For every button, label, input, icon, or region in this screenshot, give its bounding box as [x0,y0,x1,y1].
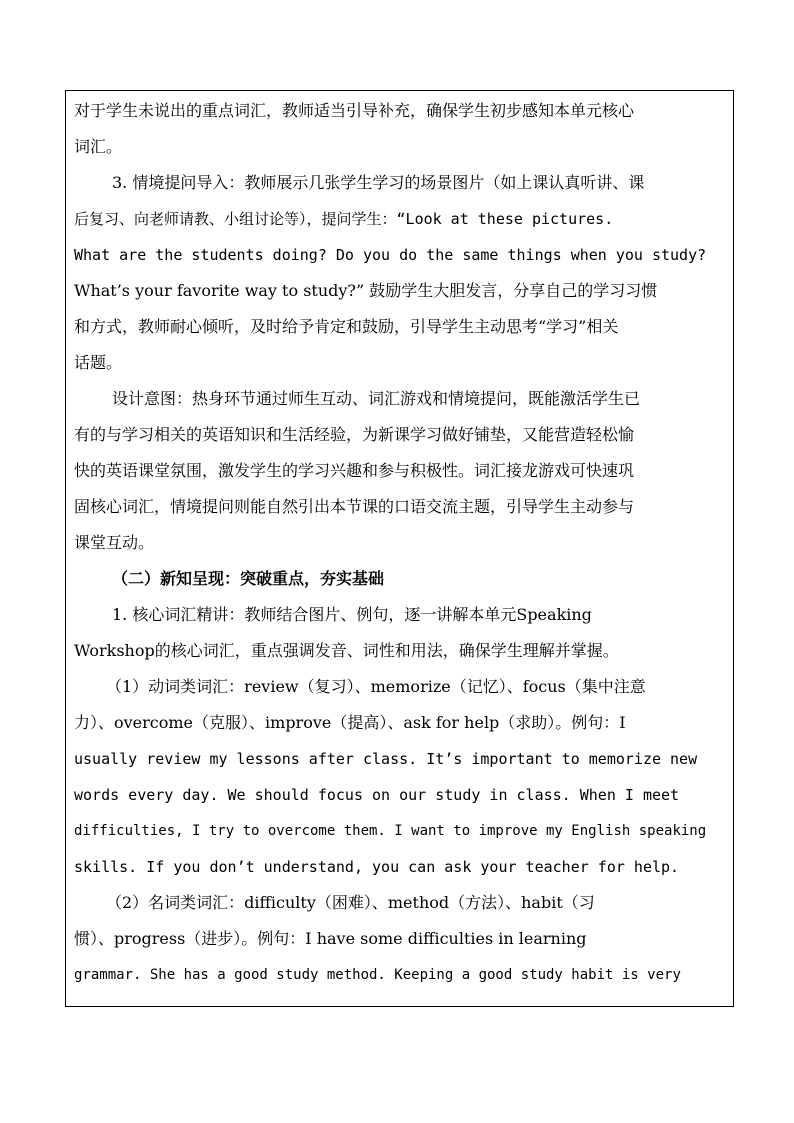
paragraph-line: 3. 情境提问导入：教师展示几张学生学习的场景图片（如上课认真听讲、课 [112,173,645,192]
paragraph-line: 有的与学习相关的英语知识和生活经验，为新课学习做好铺垫，又能营造轻松愉 [74,425,635,444]
paragraph-line: 词汇。 [74,137,123,156]
paragraph-line: 力）、overcome（克服）、improve（提高）、ask for help（求助）。例句：I [74,713,626,732]
paragraph-line: 和方式，教师耐心倾听，及时给予肯定和鼓励，引导学生主动思考“学习”相关 [74,317,619,336]
paragraph-line: difficulties, I try to overcome them. I want to improve my English speaking [74,823,707,839]
document-table-cell [65,90,734,1007]
paragraph-line: 1. 核心词汇精讲：教师结合图片、例句，逐一讲解本单元Speaking [112,605,592,624]
paragraph-line: （2）名词类词汇：difficulty（困难）、method（方法）、habit（习 [106,893,595,912]
paragraph-line: What’s your favorite way to study?” 鼓励学生大胆发言，分享自己的学习习惯 [74,281,658,300]
paragraph-line: grammar. She has a good study method. Keeping a good study habit is very [74,967,681,983]
paragraph-line: Workshop的核心词汇，重点强调发音、词性和用法，确保学生理解并掌握。 [74,641,619,660]
paragraph-line: usually review my lessons after class. It’s important to memorize new [74,750,698,768]
paragraph-line: What are the students doing? Do you do the same things when you study? [74,246,707,264]
paragraph-line: 话题。 [74,353,123,372]
paragraph-line: skills. If you don’t understand, you can ask your teacher for help. [74,858,680,876]
paragraph-line: 设计意图：热身环节通过师生互动、词汇游戏和情境提问，既能激活学生已 [112,389,641,408]
paragraph-line: 快的英语课堂氛围，激发学生的学习兴趣和参与积极性。词汇接龙游戏可快速巩 [74,461,635,480]
paragraph-line: 课堂互动。 [74,533,155,552]
paragraph-line: words every day. We should focus on our study in class. When I meet [74,786,680,804]
section-heading: （二）新知呈现：突破重点，夯实基础 [112,569,385,588]
paragraph-line: 后复习、向老师请教、小组讨论等），提问学生：“Look at these pictures. [74,210,614,228]
paragraph-line: 惯）、progress（进步）。例句：I have some difficulties in learning [74,929,587,948]
paragraph-line: 固核心词汇，情境提问则能自然引出本节课的口语交流主题，引导学生主动参与 [74,497,635,516]
paragraph-line: （1）动词类词汇：review（复习）、memorize（记忆）、focus（集中注意 [106,677,646,696]
paragraph-line: 对于学生未说出的重点词汇，教师适当引导补充，确保学生初步感知本单元核心 [74,101,635,120]
